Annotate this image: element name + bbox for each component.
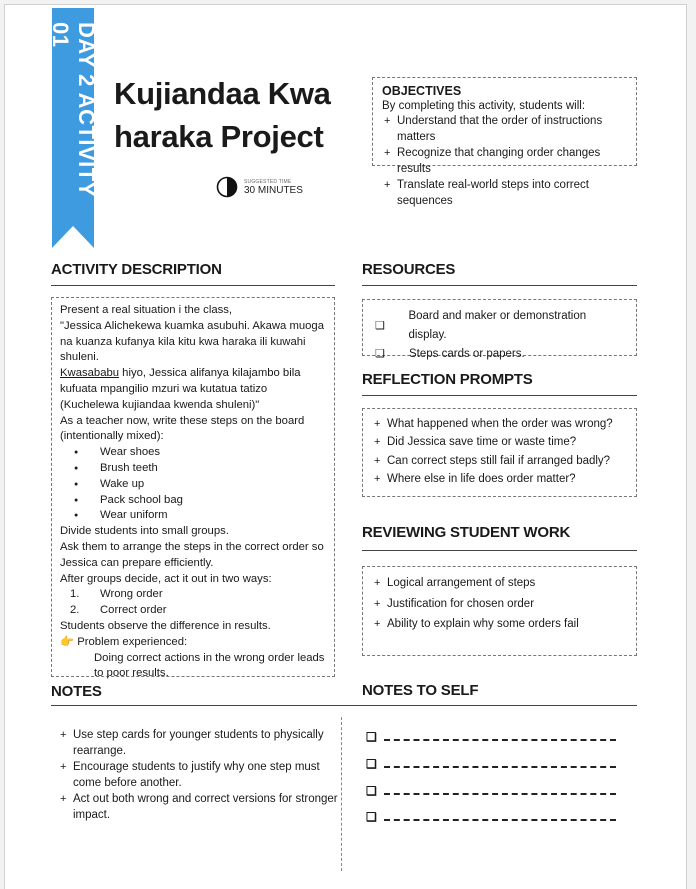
resource-item [375, 345, 624, 364]
objectives-list [382, 113, 627, 209]
problem-label: Problem experienced: [77, 635, 188, 648]
problem-text: Doing correct actions in the wrong order leads to poor results. [94, 651, 325, 680]
clock-icon [216, 176, 238, 198]
self-note-line[interactable] [366, 784, 616, 798]
suggested-time-value: 30 MINUTES [244, 184, 303, 196]
note-item: + Use step cards for younger students to physically rearrange. [58, 727, 338, 759]
reviewing-item: + Justification for chosen order [372, 594, 627, 615]
pointing-hand-icon: 👉 [60, 635, 75, 648]
resources-box [362, 299, 637, 360]
objective-item: + Translate real-world steps into correct sequences [382, 177, 627, 209]
underlined-word: Kwasababu [60, 367, 120, 380]
checkbox-icon[interactable]: ❑ [366, 757, 377, 771]
reviewing-list [372, 573, 627, 635]
reflection-item: + Where else in life does order matter? [372, 470, 627, 488]
blank-line [384, 766, 616, 768]
reflection-rule [362, 395, 637, 396]
activity-text: "Jessica Alichekewa kuamka asubuhi. Akawa muoga na kuanza kufanya kila kitu kwa haraka ili kuwahi shuleni. [60, 319, 324, 364]
resources-rule [362, 285, 637, 286]
activity-heading: ACTIVITY DESCRIPTION [51, 261, 222, 278]
step-item: ● Wake up [74, 477, 326, 493]
activity-box [51, 297, 335, 680]
objectives-heading: OBJECTIVES [382, 84, 462, 98]
way-number: 1. [70, 588, 80, 601]
notes-divider [341, 717, 342, 871]
title-line-1: Kujiandaa Kwa [114, 76, 331, 111]
resource-item [375, 307, 624, 345]
step-item: ● Pack school bag [74, 493, 326, 509]
checkbox-icon: ❑ [375, 319, 385, 332]
notes-heading: NOTES [51, 683, 102, 700]
notes-rule [51, 705, 637, 706]
suggested-time [216, 176, 303, 198]
reflection-item: + Did Jessica save time or waste time? [372, 433, 627, 451]
way-text: Wrong order [100, 588, 163, 601]
note-item: + Act out both wrong and correct versions for stronger impact. [58, 791, 338, 823]
reviewing-item: + Ability to explain why some orders fail [372, 614, 627, 635]
reflection-box [362, 408, 637, 497]
blank-line [384, 819, 616, 821]
checkbox-icon[interactable]: ❑ [366, 784, 377, 798]
way-item [70, 603, 326, 619]
reflection-item: + What happened when the order was wrong? [372, 415, 627, 433]
activity-text: Divide students into small groups. [60, 525, 229, 538]
activity-text [60, 366, 326, 413]
page-title [114, 72, 344, 158]
objectives-box [372, 77, 637, 207]
way-item [70, 587, 326, 603]
steps-list [60, 445, 326, 524]
ways-list [60, 587, 326, 619]
resource-text: Board and maker or demonstration display. [408, 310, 587, 341]
activity-text: Ask them to arrange the steps in the correct order so Jessica can prepare efficiently. [60, 540, 324, 569]
reflection-heading: REFLECTION PROMPTS [362, 371, 533, 388]
resources-heading: RESOURCES [362, 261, 456, 278]
way-text: Correct order [100, 604, 167, 617]
activity-text: Present a real situation i the class, [60, 304, 233, 316]
ribbon-label: DAY 2 ACTIVITY 01 [48, 22, 99, 197]
reflection-item: + Can correct steps still fail if arranged badly? [372, 452, 627, 470]
activity-text: As a teacher now, write these steps on the board (intentionally mixed): [60, 414, 305, 443]
ribbon-tail [52, 226, 94, 248]
reviewing-box [362, 566, 637, 656]
resource-text: Steps cards or papers. [409, 348, 525, 360]
step-item: ● Brush teeth [74, 461, 326, 477]
blank-line [384, 793, 616, 795]
objective-item: + Understand that the order of instructions matters [382, 113, 627, 145]
reviewing-item: + Logical arrangement of steps [372, 573, 627, 594]
self-note-line[interactable] [366, 730, 616, 744]
reviewing-heading: REVIEWING STUDENT WORK [362, 524, 571, 541]
checkbox-icon[interactable]: ❑ [366, 730, 377, 744]
title-line-2: haraka Project [114, 119, 324, 154]
way-number: 2. [70, 604, 80, 617]
notes-to-self-heading: NOTES TO SELF [362, 682, 479, 699]
activity-rule [51, 285, 335, 286]
step-item: ● Wear shoes [74, 445, 326, 461]
activity-text: Students observe the difference in results. [60, 619, 271, 632]
activity-text: After groups decide, act it out in two ways: [60, 572, 272, 585]
step-item: ● Wear uniform [74, 508, 326, 524]
note-item: + Encourage students to justify why one step must come before another. [58, 759, 338, 791]
self-note-line[interactable] [366, 757, 616, 771]
notes-list [58, 727, 338, 823]
reflection-list [372, 415, 627, 488]
blank-line [384, 739, 616, 741]
problem-line [60, 635, 326, 651]
objectives-intro: By completing this activity, students will: [382, 100, 586, 112]
objective-item: + Recognize that changing order changes results [382, 145, 627, 177]
self-note-line[interactable] [366, 810, 616, 824]
checkbox-icon[interactable]: ❑ [366, 810, 377, 824]
activity-text-rest: hiyo, Jessica alifanya kilajambo bila kufuata mpangilio mzuri wa kutatua tatizo (Kuchelewa kujiandaa kwenda shuleni)" [60, 367, 301, 411]
checkbox-icon: ❑ [375, 348, 385, 360]
suggested-time-label: SUGGESTED TIME [244, 178, 292, 185]
reviewing-rule [362, 550, 637, 551]
